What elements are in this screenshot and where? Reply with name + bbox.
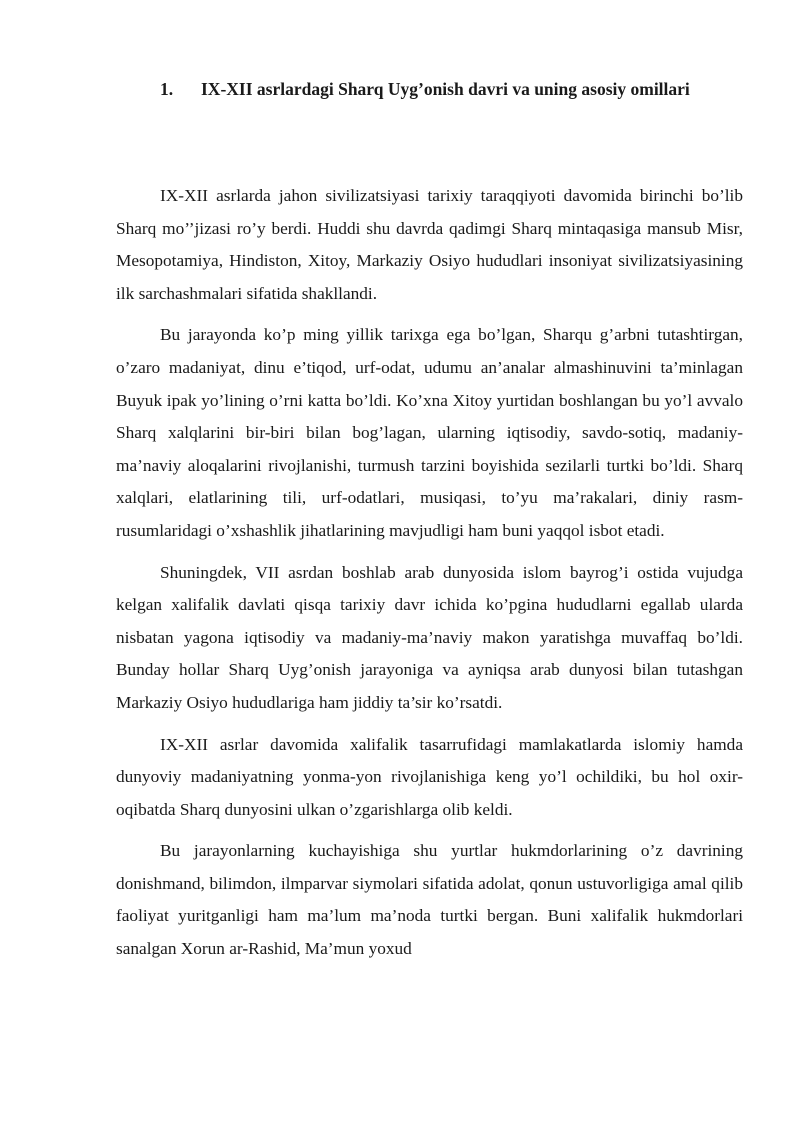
paragraph: IX-XII asrlar davomida xalifalik tasarrufidagi mamlakatlarda islomiy hamda dunyoviy madaniyatning yonma-yon rivojlanishiga keng yo’l ochildiki, bu hol oxir-oqibatda Sharq dunyosini ulkan o’zgarishlarga olib keldi. <box>116 734 743 819</box>
paragraph: Bu jarayonlarning kuchayishiga shu yurtlar hukmdorlarining o’z davrining donishmand, bilimdon, ilmparvar siymolari sifatida adolat, qonun ustuvorligiga amal qilib faoliyat yuritganligi ham ma’lum ma’noda turtki bergan. Buni xalifalik hukmdorlari sanalgan Xorun ar-Rashid, Ma’mun yoxud <box>116 841 743 959</box>
paragraph: IX-XII asrlarda jahon sivilizatsiyasi tarixiy taraqqiyoti davomida birinchi bo’lib Sharq mo’’jizasi ro’y berdi. Huddi shu davrda qadimgi Sharq mintaqasiga mansub Misr, Mesopotamiya, Hindiston, Xitoy, Markaziy Osiyo hududlari insoniyat sivilizatsiyasining ilk sarchashmalari sifatida shakllandi. <box>116 186 743 303</box>
body-text <box>116 180 743 975</box>
section-heading <box>160 74 744 104</box>
heading-title: IX-XII asrlardagi Sharq Uyg’onish davri va uning asosiy omillari <box>201 79 690 99</box>
paragraph: Shuningdek, VII asrdan boshlab arab dunyosida islom bayrog’i ostida vujudga kelgan xalifalik davlati qisqa tarixiy davr ichida ko’pgina hududlarni egallab ularda nisbatan yagona iqtisodiy va madaniy-ma’naviy makon yaratishga muvaffaq bo’ldi. Bunday hollar Sharq Uyg’onish jarayoniga va ayniqsa arab dunyosi bilan tutashgan Markaziy Osiyo hududlariga ham jiddiy ta’sir ko’rsatdi. <box>116 562 743 712</box>
paragraph: Bu jarayonda ko’p ming yillik tarixga ega bo’lgan, Sharqu g’arbni tutashtirgan, o’zaro madaniyat, dinu e’tiqod, urf-odat, udumu an’analar almashinuvini ta’minlagan Buyuk ipak yo’lining o’rni katta bo’ldi. Ko’xna Xitoy yurtidan boshlangan bu yo’l avvalo Sharq xalqlarini bir-biri bilan bog’lagan, ularning iqtisodiy, savdo-sotiq, madaniy-ma’naviy aloqalarini rivojlanishi, turmush tarzini boyishida sezilarli turtki bo’ldi. Sharq xalqlari, elatlarining tili, urf-odatlari, musiqasi, to’yu ma’rakalari, diniy rasm-rusumlaridagi o’xshashlik jihatlarining mavjudligi ham buni yaqqol isbot etadi. <box>116 325 743 540</box>
heading-number: 1. <box>160 79 174 99</box>
